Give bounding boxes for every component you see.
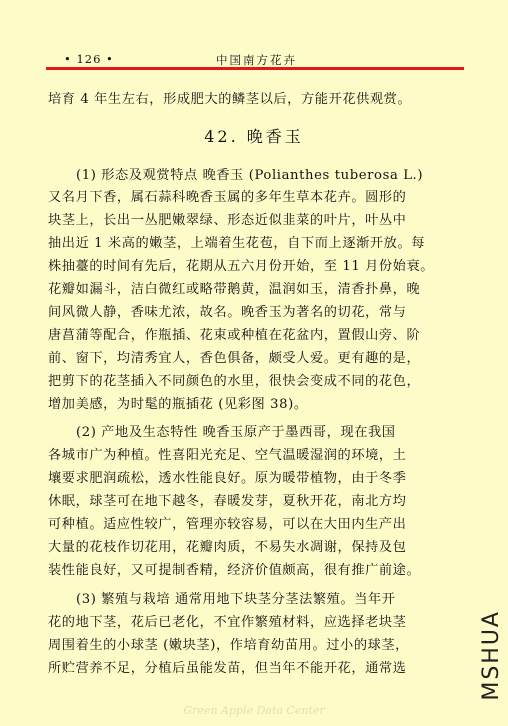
- text-line: 花的地下茎，花后已老化，不宜作繁殖材料，应选择老块茎: [48, 615, 407, 630]
- text-line: 培育 4 年生左右，形成肥大的鳞茎以后，方能开花供观赏。: [48, 92, 412, 107]
- paragraph-line: (3) 繁殖与栽培 通常用地下块茎分茎法繁殖。当年开: [76, 592, 396, 607]
- text-line: 各城市广为种植。性喜阳光充足、空气温暖湿润的环境，土: [48, 448, 407, 463]
- side-watermark: MSHUA: [479, 610, 504, 701]
- section-title: 42. 晚香玉: [204, 127, 304, 146]
- text-line: 装性能良好，又可提制香精，经济价值颇高，很有推广前途。: [48, 563, 421, 578]
- page-number: • 126 •: [64, 52, 114, 66]
- text-line: 周围着生的小球茎 (嫩块茎)，作培育幼苗用。过小的球茎，: [48, 638, 409, 653]
- paragraph-line: (1) 形态及观赏特点 晚香玉 (Polianthes tuberosa L.): [76, 168, 424, 183]
- text-line: 间风微人静，香味尤浓，故名。晚香玉为著名的切花，常与: [48, 305, 407, 320]
- text-line: 壤要求肥润疏松，透水性能良好。原为暖带植物，由于冬季: [48, 471, 407, 486]
- text-line: 花瓣如漏斗，洁白微红或略带鹅黄，温润如玉，清香扑鼻，晚: [48, 282, 421, 297]
- text-line: 休眠，球茎可在地下越冬，春暖发芽，夏秋开花，南北方均: [48, 494, 407, 509]
- running-title: 中国南方花卉: [216, 53, 297, 67]
- text-line: 块茎上，长出一丛肥嫩翠绿、形态近似韭菜的叶片，叶丛中: [48, 213, 407, 228]
- text-line: 前、窗下，均清秀宜人，香色俱备，颇受人爱。更有趣的是，: [48, 351, 421, 366]
- text-line: 又名月下香，属石蒜科晚香玉属的多年生草本花卉。圆形的: [48, 190, 407, 205]
- paragraph-line: (2) 产地及生态特性 晚香玉原产于墨西哥，现在我国: [76, 425, 396, 440]
- text-line: 可种植。适应性较广，管理亦较容易，可以在大田内生产出: [48, 517, 407, 532]
- text-line: 株抽薹的时间有先后，花期从五六月份开始，至 11 月份始衰。: [48, 259, 435, 274]
- text-line: 大量的花枝作切花用，花瓣肉质，不易失水凋谢，保持及包: [48, 540, 407, 555]
- text-line: 把剪下的花茎插入不同颜色的水里，很快会变成不同的花色，: [48, 374, 421, 389]
- header-rule: [46, 67, 464, 70]
- text-line: 抽出近 1 米高的嫩茎，上端着生花苞，自下而上逐渐开放。每: [48, 236, 426, 251]
- text-line: 增加美感，为时髦的瓶插花 (见彩图 38)。: [48, 397, 308, 412]
- watermark: Green Apple Data Center: [183, 704, 325, 717]
- text-line: 唐菖蒲等配合，作瓶插、花束或种植在花盆内，置假山旁、阶: [48, 328, 421, 343]
- text-line: 所贮营养不足，分植后虽能发苗，但当年不能开花，通常选: [48, 661, 407, 676]
- page-header: [46, 52, 464, 66]
